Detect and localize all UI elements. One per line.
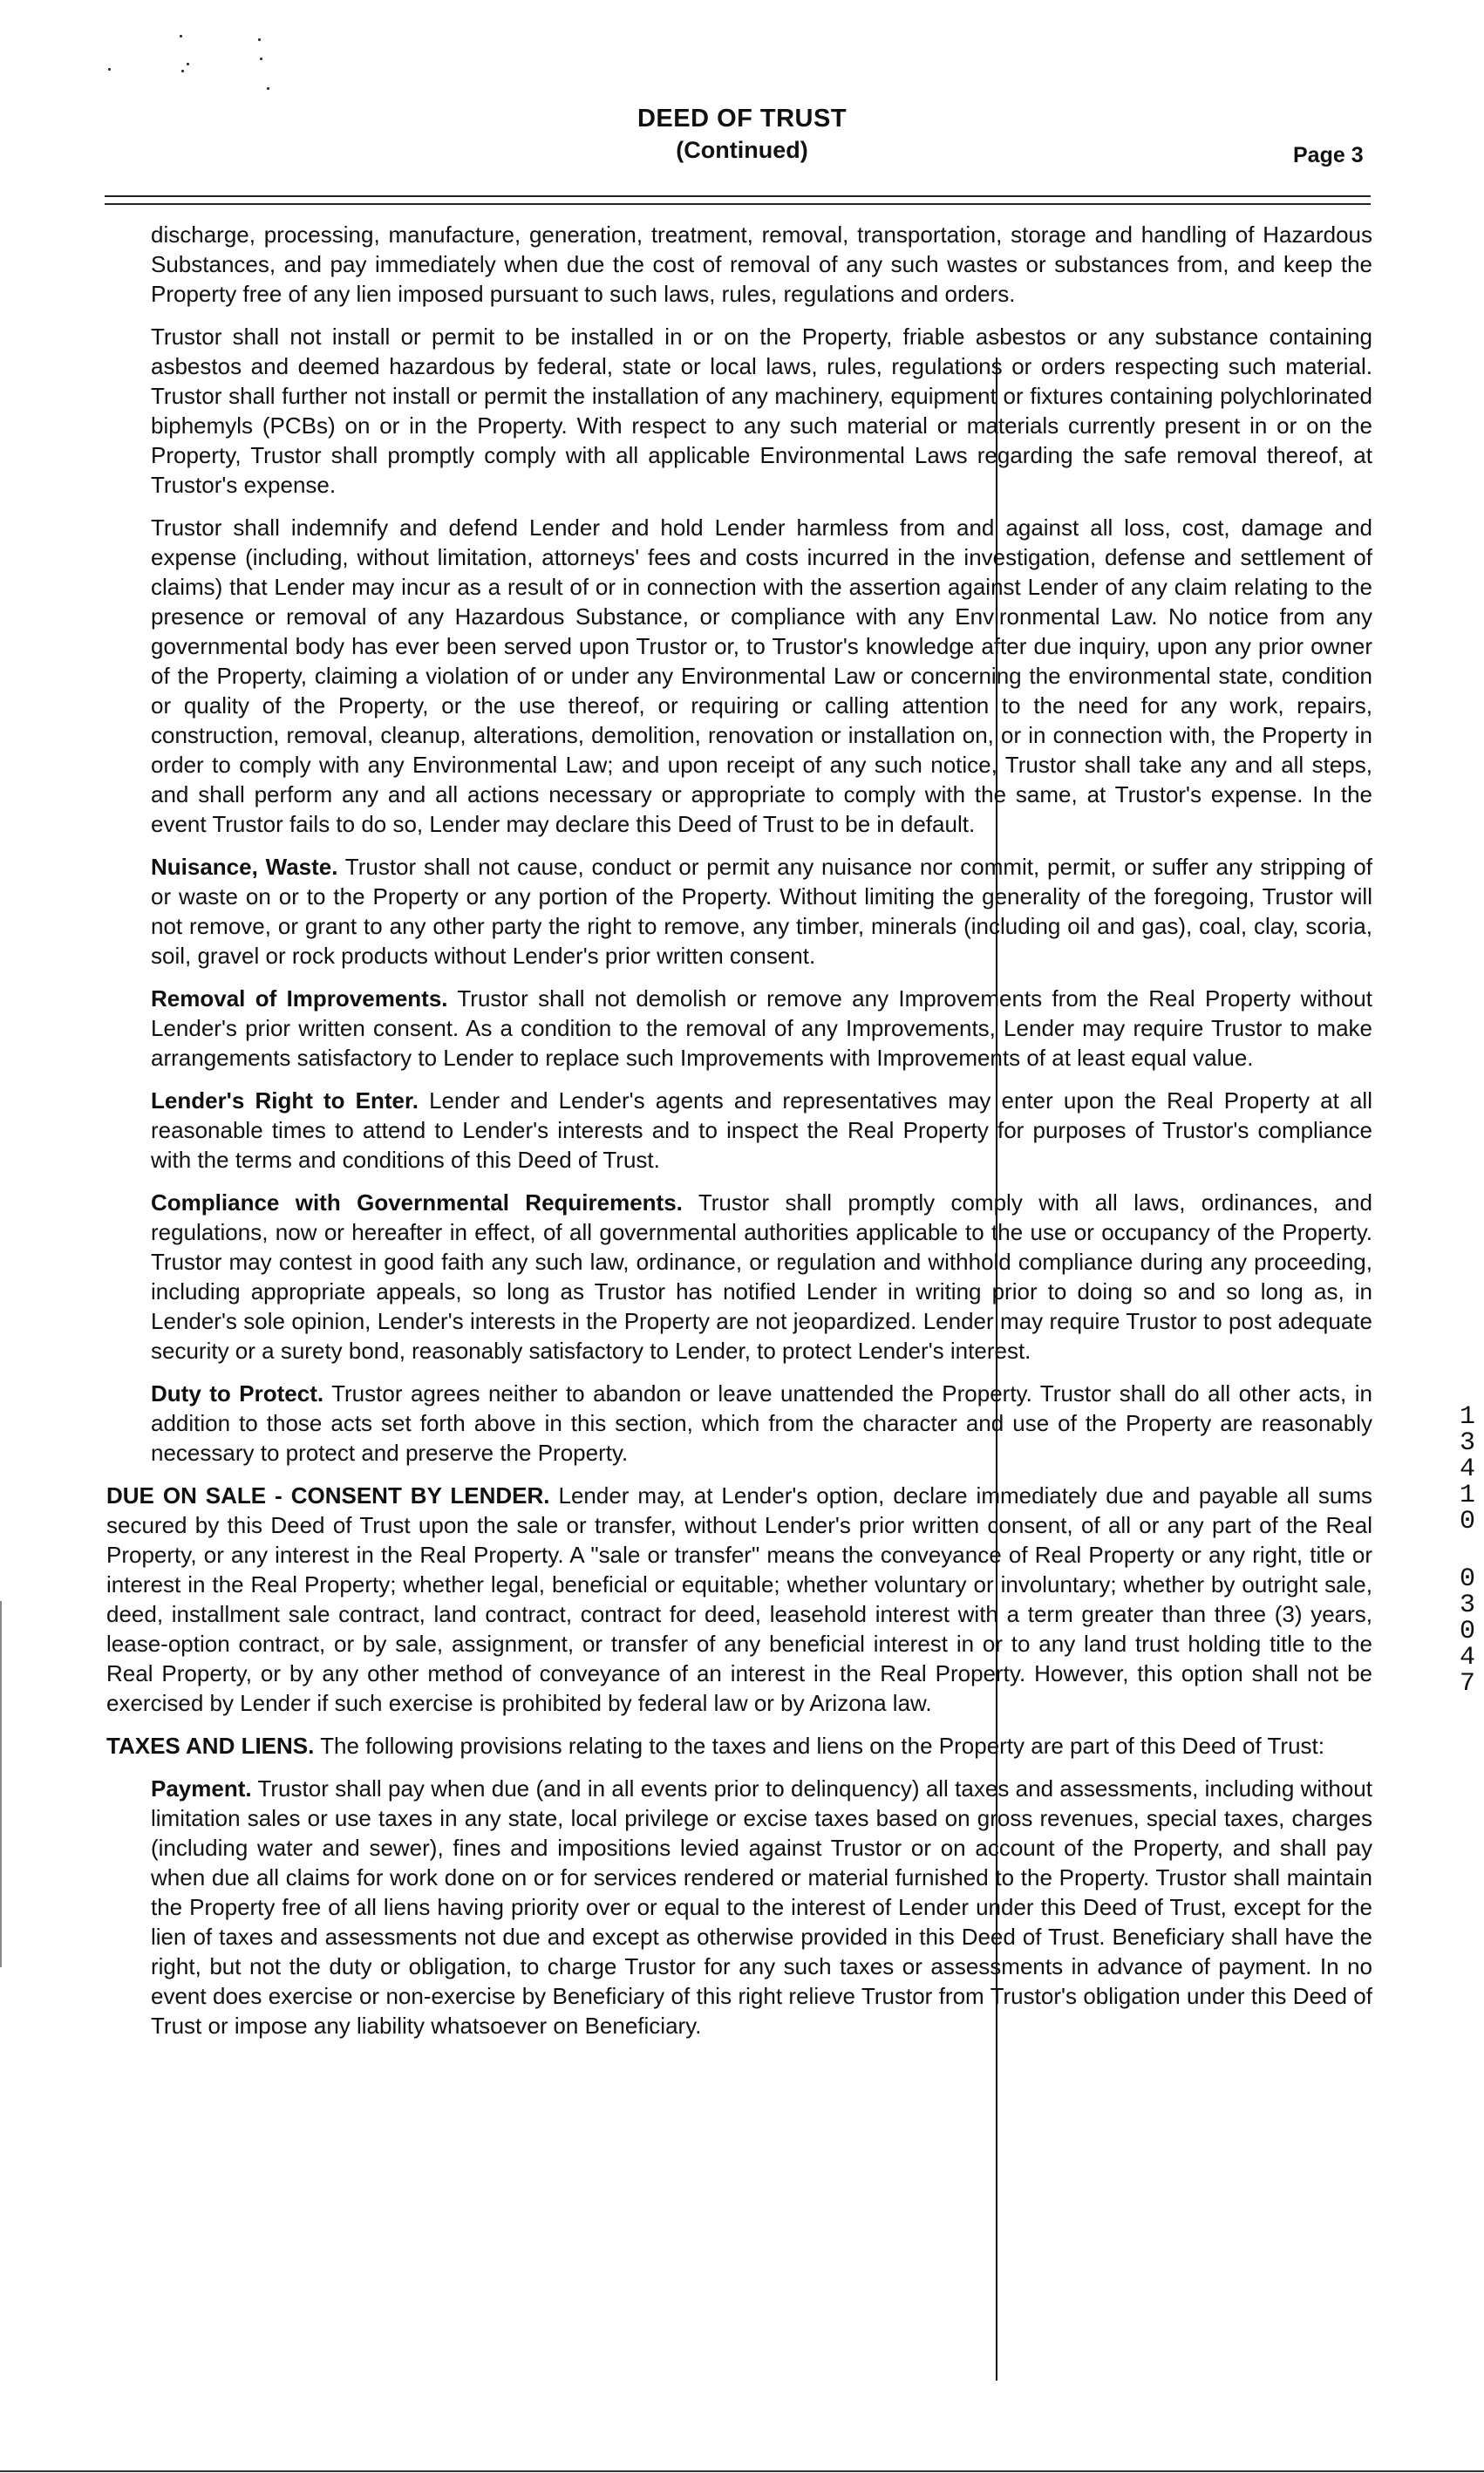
page-number: Page 3 <box>1293 143 1364 167</box>
paragraph-taxes-and-liens: TAXES AND LIENS. The following provisions relating to the taxes and liens on the Property are part of this Deed of Trust: <box>106 1733 1324 1759</box>
section-heading: DUE ON SALE - CONSENT BY LENDER. <box>106 1482 550 1509</box>
paragraph-hazardous-handling: discharge, processing, manufacture, generation, treatment, removal, transportation, storage and handling of Hazardous Substances, and pay immediately when due the cost of removal of any such wastes or substances from, and keep the Property free of any lien imposed pursuant to such laws, rules, regulations and orders. <box>151 221 1372 307</box>
paragraph-right-to-enter: Lender's Right to Enter. Lender and Lender's agents and representatives may enter upon the Real Property at all reasonable times to attend to Lender's interests and to inspect the Real Property for purposes of Trustor's compliance with the terms and conditions of this Deed of Trust. <box>151 1087 1372 1173</box>
header-rule-top <box>105 195 1371 197</box>
recording-gap <box>1456 1535 1479 1566</box>
paragraph-duty-to-protect: Duty to Protect. Trustor agrees neither to abandon or leave unattended the Property. Trustor shall do all other acts, in addition to those acts set forth above in this section, which from the character and use of the Property are reasonably necessary to protect and preserve the Property. <box>151 1380 1372 1466</box>
recording-digit: 0 <box>1459 1507 1475 1536</box>
paragraph-indemnify: Trustor shall indemnify and defend Lender and hold Lender harmless from and against all loss, cost, damage and expense (including, without limitation, attorneys' fees and costs incurred in the investigation, defense and settlement of claims) that Lender may incur as a result of or in connection with the assertion against Lender of any claim relating to the presence or removal of any Hazardous Substance, or compliance with any Environmental Law. No notice from any governmental body has ever been served upon Trustor or, to Trustor's knowledge after due inquiry, upon any prior owner of the Property, claiming a violation of or under any Environmental Law or concerning the environmental state, condition or quality of the Property, or the use thereof, or requiring or calling attention to the need for any work, repairs, construction, removal, cleanup, alterations, demolition, renovation or installation on, or in connection with, the Property in order to comply with any Environmental Law; and upon receipt of any such notice, Trustor shall take any and all steps, and shall perform any and all actions necessary or appropriate to comply with the same, at Trustor's expense. In the event Trustor fails to do so, Lender may declare this Deed of Trust to be in default. <box>151 514 1372 837</box>
document-subtitle: (Continued) <box>676 137 808 163</box>
section-heading: Compliance with Governmental Requirements. <box>151 1189 683 1216</box>
fold-line <box>996 358 997 2381</box>
section-heading: Duty to Protect. <box>151 1380 324 1407</box>
recording-number <box>1456 1404 1479 1697</box>
recording-digit: 4 <box>1459 1643 1475 1673</box>
paragraph-nuisance-waste: Nuisance, Waste. Trustor shall not cause, conduct or permit any nuisance nor commit, permit, or suffer any stripping of or waste on or to the Property or any portion of the Property. Without limiting the generality of the foregoing, Trustor will not remove, or grant to any other party the right to remove, any timber, minerals (including oil and gas), coal, clay, scoria, soil, gravel or rock products without Lender's prior written consent. <box>151 854 1372 969</box>
scan-specks <box>105 31 296 101</box>
header-rule-bottom <box>105 203 1371 205</box>
page-bottom-edge <box>0 2470 1484 2472</box>
paragraph-removal-of-improvements: Removal of Improvements. Trustor shall not demolish or remove any Improvements from the Real Property without Lender's prior written consent. As a condition to the removal of any Improvements, Lender may require Trustor to make arrangements satisfactory to Lender to replace such Improvements with Improvements of at least equal value. <box>151 985 1372 1071</box>
section-heading: Nuisance, Waste. <box>151 854 338 880</box>
paragraph-due-on-sale: DUE ON SALE - CONSENT BY LENDER. Lender may, at Lender's option, declare immediately due and payable all sums secured by this Deed of Trust upon the sale or transfer, without Lender's prior written consent, of all or any part of the Real Property, or any interest in the Real Property. A "sale or transfer" means the conveyance of Real Property or any right, title or interest in the Real Property; whether legal, beneficial or equitable; whether voluntary or involuntary; whether by outright sale, deed, installment sale contract, land contract, contract for deed, leasehold interest with a term greater than three (3) years, lease-option contract, or by sale, assignment, or transfer of any beneficial interest in or to any land trust holding title to the Real Property, or by any other method of conveyance of an interest in the Real Property. However, this option shall not be exercised by Lender if such exercise is prohibited by federal law or by Arizona law. <box>106 1482 1373 1716</box>
section-heading: TAXES AND LIENS. <box>106 1733 315 1759</box>
recording-digit: 1 <box>1459 1402 1475 1432</box>
recording-digit: 0 <box>1459 1617 1475 1646</box>
recording-digit: 4 <box>1459 1455 1475 1484</box>
recording-digit: 3 <box>1459 1591 1475 1620</box>
recording-digit: 0 <box>1459 1564 1475 1594</box>
section-heading: Lender's Right to Enter. <box>151 1087 419 1114</box>
section-heading: Payment. <box>151 1775 252 1802</box>
scan-edge-mark <box>0 1601 2 1967</box>
recording-digit: 1 <box>1459 1481 1475 1510</box>
paragraph-payment: Payment. Trustor shall pay when due (and in all events prior to delinquency) all taxes and assessments, including without limitation sales or use taxes in any state, local privilege or excise taxes based on gross revenues, special taxes, charges (including water and sewer), fines and impositions levied against Trustor or on account of the Property, and shall pay when due all claims for work done on or for services rendered or material furnished to the Property. Trustor shall maintain the Property free of all liens having priority over or equal to the interest of Lender under this Deed of Trust, except for the lien of taxes and assessments not due and except as otherwise provided in this Deed of Trust. Beneficiary shall have the right, but not the duty or obligation, to charge Trustor for any such taxes or assessments in advance of payment. In no event does exercise or non-exercise by Beneficiary of this right relieve Trustor from Trustor's obligation under this Deed of Trust or impose any liability whatsoever on Beneficiary. <box>151 1775 1372 2039</box>
recording-digit: 7 <box>1459 1669 1475 1699</box>
document-title: DEED OF TRUST <box>636 105 848 133</box>
document-header <box>0 103 1484 166</box>
paragraph-asbestos: Trustor shall not install or permit to be installed in or on the Property, friable asbestos or any substance containing asbestos and deemed hazardous by federal, state or local laws, rules, regulations or orders respecting such material. Trustor shall further not install or permit the installation of any machinery, equipment or fixtures containing polychlorinated biphemyls (PCBs) on or in the Property. With respect to any such material or materials currently present in or on the Property, Trustor shall promptly comply with all applicable Environmental Laws regarding the safe removal thereof, at Trustor's expense. <box>151 324 1372 498</box>
section-heading: Removal of Improvements. <box>151 985 448 1012</box>
recording-digit: 3 <box>1459 1428 1475 1458</box>
document-body <box>106 220 1372 2054</box>
paragraph-compliance: Compliance with Governmental Requirements. Trustor shall promptly comply with all laws, ordinances, and regulations, now or hereafter in effect, of all governmental authorities applicable to the use or occupancy of the Property. Trustor may contest in good faith any such law, ordinance, or regulation and withhold compliance during any proceeding, including appropriate appeals, so long as Trustor has notified Lender in writing prior to doing so and so long as, in Lender's sole opinion, Lender's interests in the Property are not jeopardized. Lender may require Trustor to post adequate security or a surety bond, reasonably satisfactory to Lender, to protect Lender's interest. <box>151 1189 1372 1364</box>
